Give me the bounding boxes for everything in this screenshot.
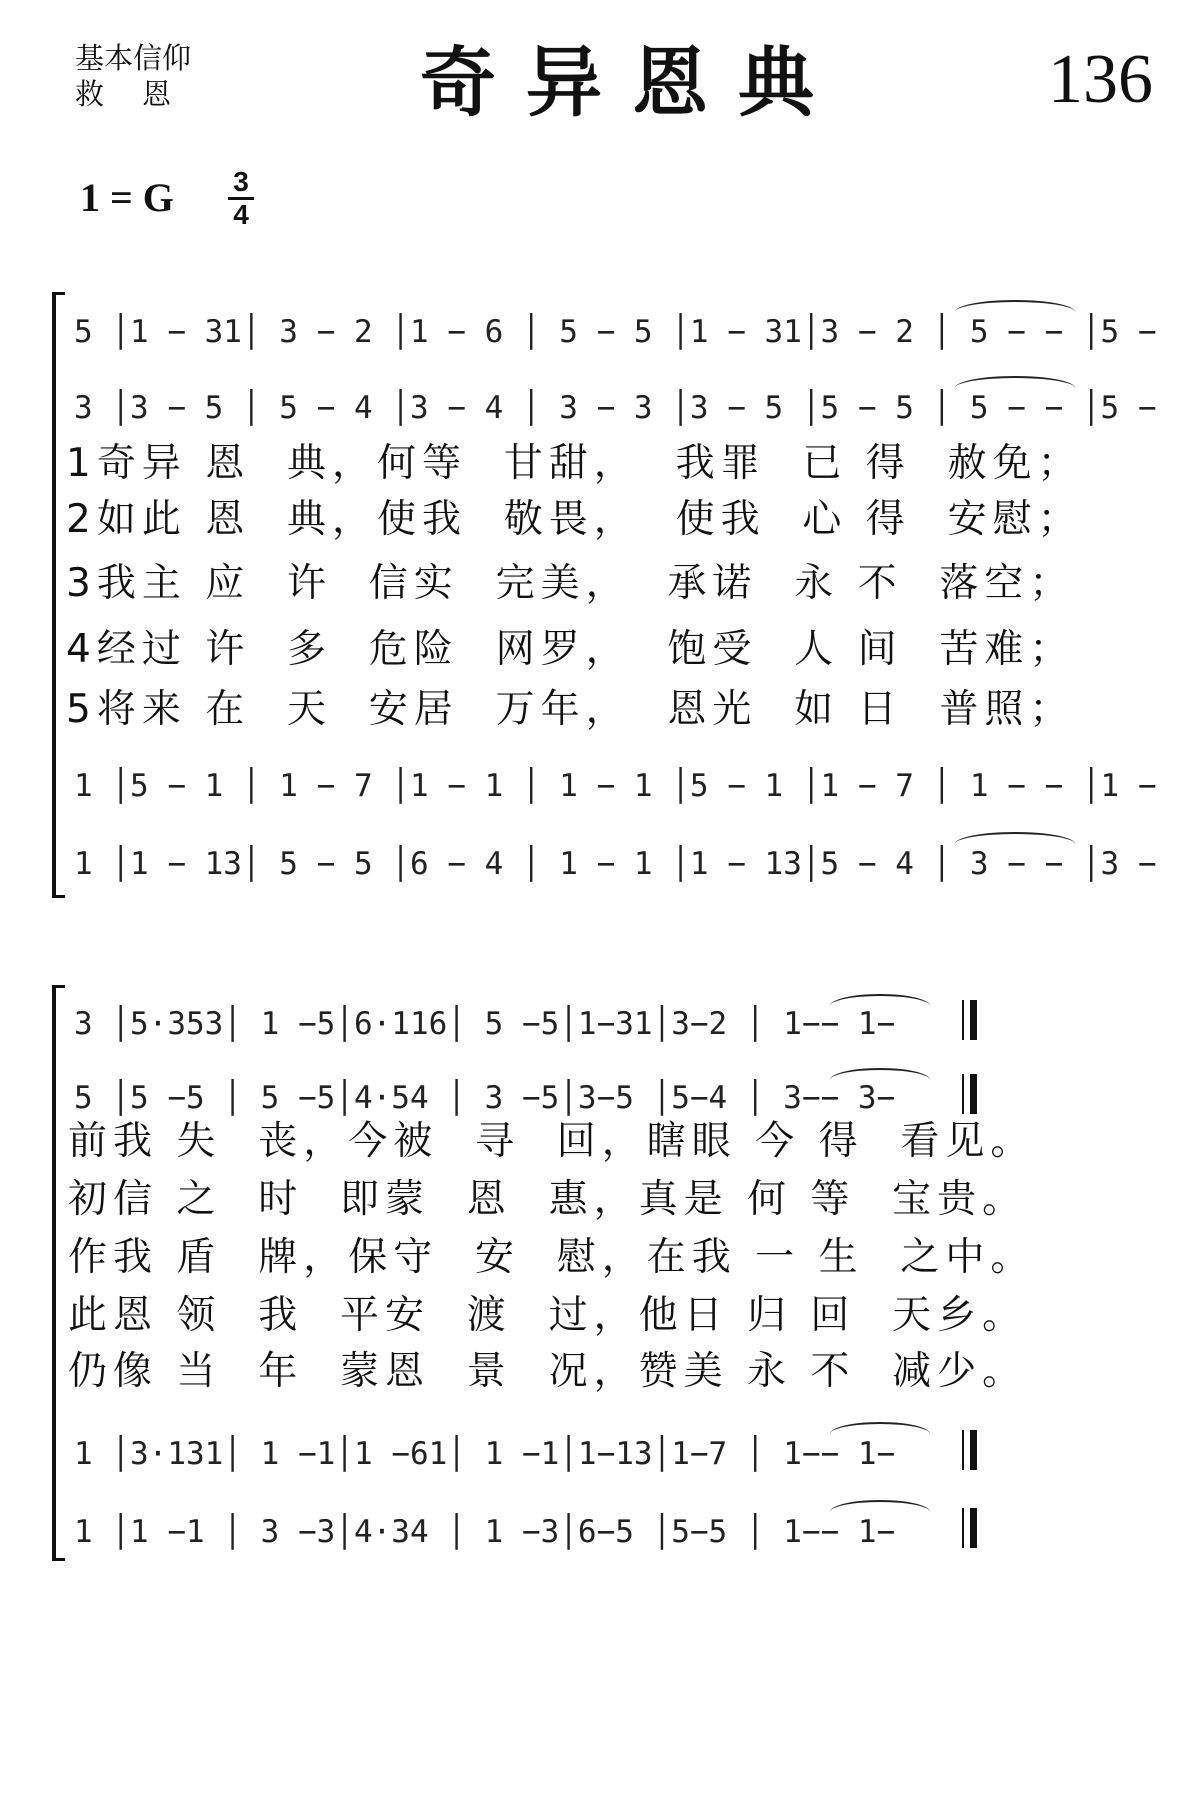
system2-soprano-final-bar — [970, 1000, 977, 1040]
system2-alto-final-thin — [962, 1074, 964, 1114]
system1-alto: 3 │3 − 5 │ 5 − 4 │3 − 4 │ 3 − 3 │3 − 5 │5 − 5 │ 5 − − │5 − — [74, 390, 1157, 426]
system2-tenor-tie — [830, 1422, 930, 1434]
time-top: 3 — [233, 166, 249, 197]
system2-brace — [52, 985, 65, 1561]
system2-alto-final-bar — [970, 1074, 977, 1114]
system2-soprano-final-thin — [962, 1000, 964, 1040]
hymn-title: 奇异恩典 — [420, 38, 844, 127]
time-bottom: 4 — [233, 199, 249, 230]
system1-verse5: 5将来 在 天 安居 万年， 恩光 如 日 普照； — [66, 687, 1075, 732]
system1-brace — [52, 292, 65, 898]
system1-soprano-tie — [955, 300, 1075, 312]
system1-bass: 1 │1 − 13│ 5 − 5 │6 − 4 │ 1 − 1 │1 − 13│5 − 4 │ 3 − − │3 − — [74, 846, 1157, 882]
category-line2: 救恩 — [75, 77, 210, 111]
system2-tenor-final-bar — [970, 1430, 977, 1470]
system1-bass-tie — [955, 832, 1075, 844]
key-signature: 1 = G — [80, 175, 174, 220]
system2-tenor: 1 │3·131│ 1 −1│1 −61│ 1 −1│1−13│1−7 │ 1−− 1− — [74, 1436, 896, 1472]
system1-verse1: 1奇异 恩 典，何等 甘甜， 我罪 已 得 赦免； — [66, 441, 1083, 486]
system1-verse3: 3我主 应 许 信实 完美， 承诺 永 不 落空； — [66, 561, 1075, 606]
hymn-number: 136 — [1048, 41, 1153, 118]
system2-verse1: 前我 失 丧，今被 寻 回，瞎眼 今 得 看见。 — [68, 1119, 1036, 1164]
system2-alto-tie — [830, 1068, 930, 1080]
system2-tenor-final-thin — [962, 1430, 964, 1470]
category-line1: 基本信仰 — [75, 41, 192, 75]
system2-soprano: 3 │5·353│ 1 −5│6·116│ 5 −5│1−31│3−2 │ 1−− 1− — [74, 1006, 896, 1042]
system1-soprano: 5 │1 − 31│ 3 − 2 │1 − 6 │ 5 − 5 │1 − 31│3 − 2 │ 5 − − │5 − — [74, 314, 1157, 350]
system1-tenor: 1 │5 − 1 │ 1 − 7 │1 − 1 │ 1 − 1 │5 − 1 │1 − 7 │ 1 − − │1 − — [74, 768, 1157, 804]
system2-bass-final-thin — [962, 1508, 964, 1548]
system2-soprano-tie — [830, 994, 930, 1006]
system1-alto-tie — [955, 376, 1075, 388]
system2-alto: 5 │5 −5 │ 5 −5│4·54 │ 3 −5│3−5 │5−4 │ 3−− 3− — [74, 1080, 896, 1116]
system2-bass-final-bar — [970, 1508, 977, 1548]
system2-verse4: 此恩 领 我 平安 渡 过，他日 归 回 天乡。 — [68, 1293, 1028, 1338]
system1-verse2: 2如此 恩 典，使我 敬畏， 使我 心 得 安慰； — [66, 497, 1083, 542]
system2-verse3: 作我 盾 牌，保守 安 慰，在我 一 生 之中。 — [68, 1235, 1036, 1280]
category-label — [75, 40, 209, 112]
system2-verse2: 初信 之 时 即蒙 恩 惠，真是 何 等 宝贵。 — [68, 1177, 1028, 1222]
time-signature — [228, 168, 254, 229]
system2-bass-tie — [830, 1500, 930, 1512]
system2-bass: 1 │1 −1 │ 3 −3│4·34 │ 1 −3│6−5 │5−5 │ 1−− 1− — [74, 1514, 896, 1550]
system1-verse4: 4经过 许 多 危险 网罗， 饱受 人 间 苦难； — [66, 627, 1075, 672]
system2-verse5: 仍像 当 年 蒙恩 景 况，赞美 永 不 减少。 — [68, 1349, 1028, 1394]
